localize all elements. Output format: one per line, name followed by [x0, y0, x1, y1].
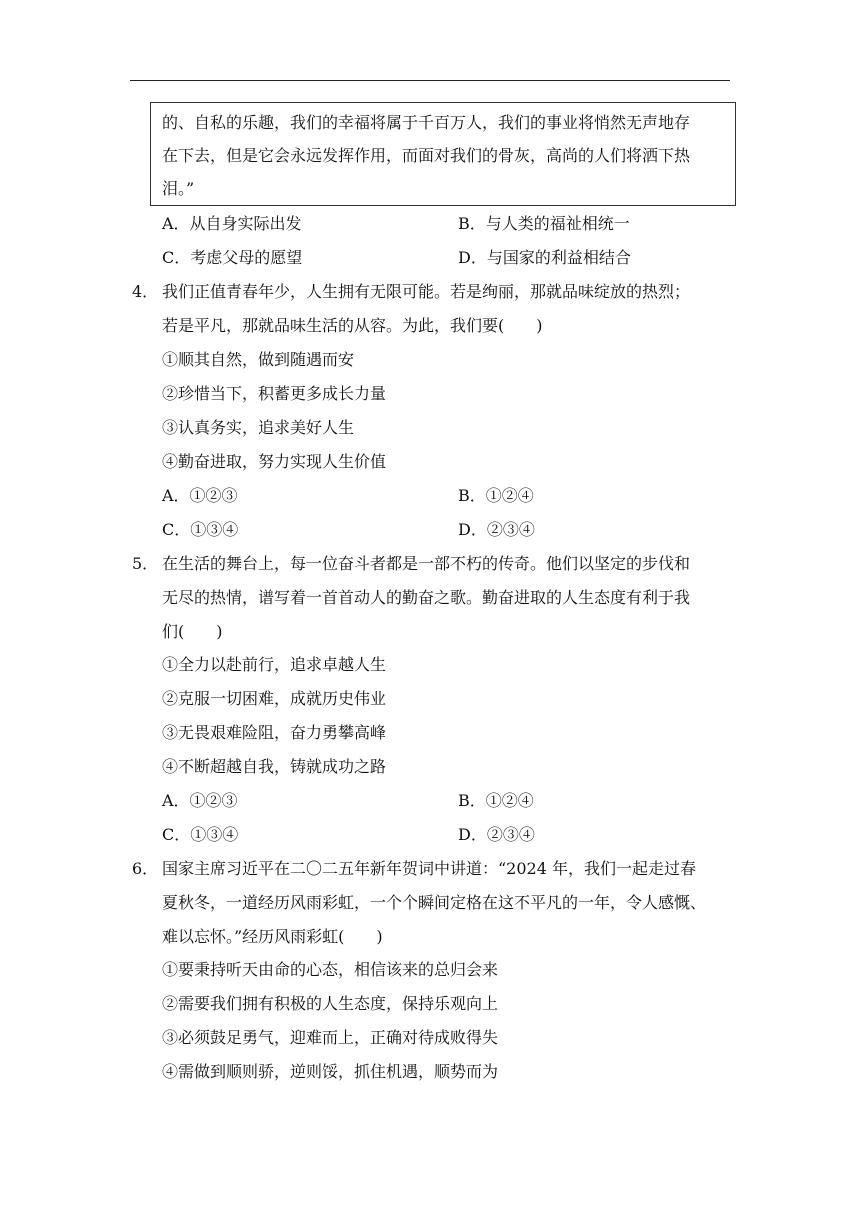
q5-statement-1: ①全力以赴前行，追求卓越人生	[162, 655, 387, 674]
q5-statement-3: ③无畏艰难险阻，奋力勇攀高峰	[162, 723, 387, 742]
q6-stem-line: 夏秋冬，一道经历风雨彩虹，一个个瞬间定格在这不平凡的一年，令人感慨、	[162, 893, 707, 912]
q4-option-a: A．①②③	[162, 486, 238, 505]
q5-number: 5．	[132, 554, 159, 573]
quote-line: 的、自私的乐趣，我们的幸福将属于千百万人，我们的事业将悄然无声地存	[162, 113, 691, 132]
q5-option-a: A．①②③	[162, 791, 238, 810]
q5-stem-line: 在生活的舞台上，每一位奋斗者都是一部不朽的传奇。他们以坚定的步伐和	[162, 554, 691, 573]
q6-statement-4: ④需做到顺则骄，逆则馁，抓住机遇，顺势而为	[162, 1062, 499, 1081]
q3-option-b: B．与人类的福祉相统一	[458, 214, 630, 233]
q4-statement-2: ②珍惜当下，积蓄更多成长力量	[162, 384, 387, 403]
header-rule	[130, 80, 730, 81]
q5-statement-2: ②克服一切困难，成就历史伟业	[162, 689, 387, 708]
q4-option-d: D．②③④	[458, 520, 535, 539]
q3-option-d: D．与国家的利益相结合	[458, 248, 631, 267]
q3-option-a: A．从自身实际出发	[162, 214, 302, 233]
q4-statement-4: ④勤奋进取，努力实现人生价值	[162, 452, 387, 471]
quote-line: 泪。”	[162, 179, 195, 198]
q4-statement-3: ③认真务实，追求美好人生	[162, 418, 355, 437]
q4-stem-line: 我们正值青春年少，人生拥有无限可能。若是绚丽，那就品味绽放的热烈；	[162, 282, 691, 301]
q4-number: 4．	[132, 282, 159, 301]
q5-option-d: D．②③④	[458, 825, 535, 844]
q5-statement-4: ④不断超越自我，铸就成功之路	[162, 757, 387, 776]
q3-option-c: C．考虑父母的愿望	[162, 248, 303, 267]
q5-stem-line: 无尽的热情，谱写着一首首动人的勤奋之歌。勤奋进取的人生态度有利于我	[162, 588, 691, 607]
q4-option-b: B．①②④	[458, 486, 534, 505]
q6-stem-line: 国家主席习近平在二〇二五年新年贺词中讲道：“2024 年，我们一起走过春	[162, 859, 696, 878]
q6-statement-2: ②需要我们拥有积极的人生态度，保持乐观向上	[162, 994, 499, 1013]
q4-statement-1: ①顺其自然，做到随遇而安	[162, 350, 355, 369]
q6-statement-1: ①要秉持听天由命的心态，相信该来的总归会来	[162, 960, 499, 979]
q5-stem-line: 们( )	[162, 622, 223, 641]
q5-option-c: C．①③④	[162, 825, 239, 844]
q6-stem-line: 难以忘怀。”经历风雨彩虹( )	[162, 927, 383, 946]
q5-option-b: B．①②④	[458, 791, 534, 810]
q4-option-c: C．①③④	[162, 520, 239, 539]
q6-statement-3: ③必须鼓足勇气，迎难而上，正确对待成败得失	[162, 1028, 499, 1047]
quote-line: 在下去，但是它会永远发挥作用，而面对我们的骨灰，高尚的人们将洒下热	[162, 146, 691, 165]
q4-stem-line: 若是平凡，那就品味生活的从容。为此，我们要( )	[162, 316, 543, 335]
q6-number: 6．	[132, 859, 159, 878]
